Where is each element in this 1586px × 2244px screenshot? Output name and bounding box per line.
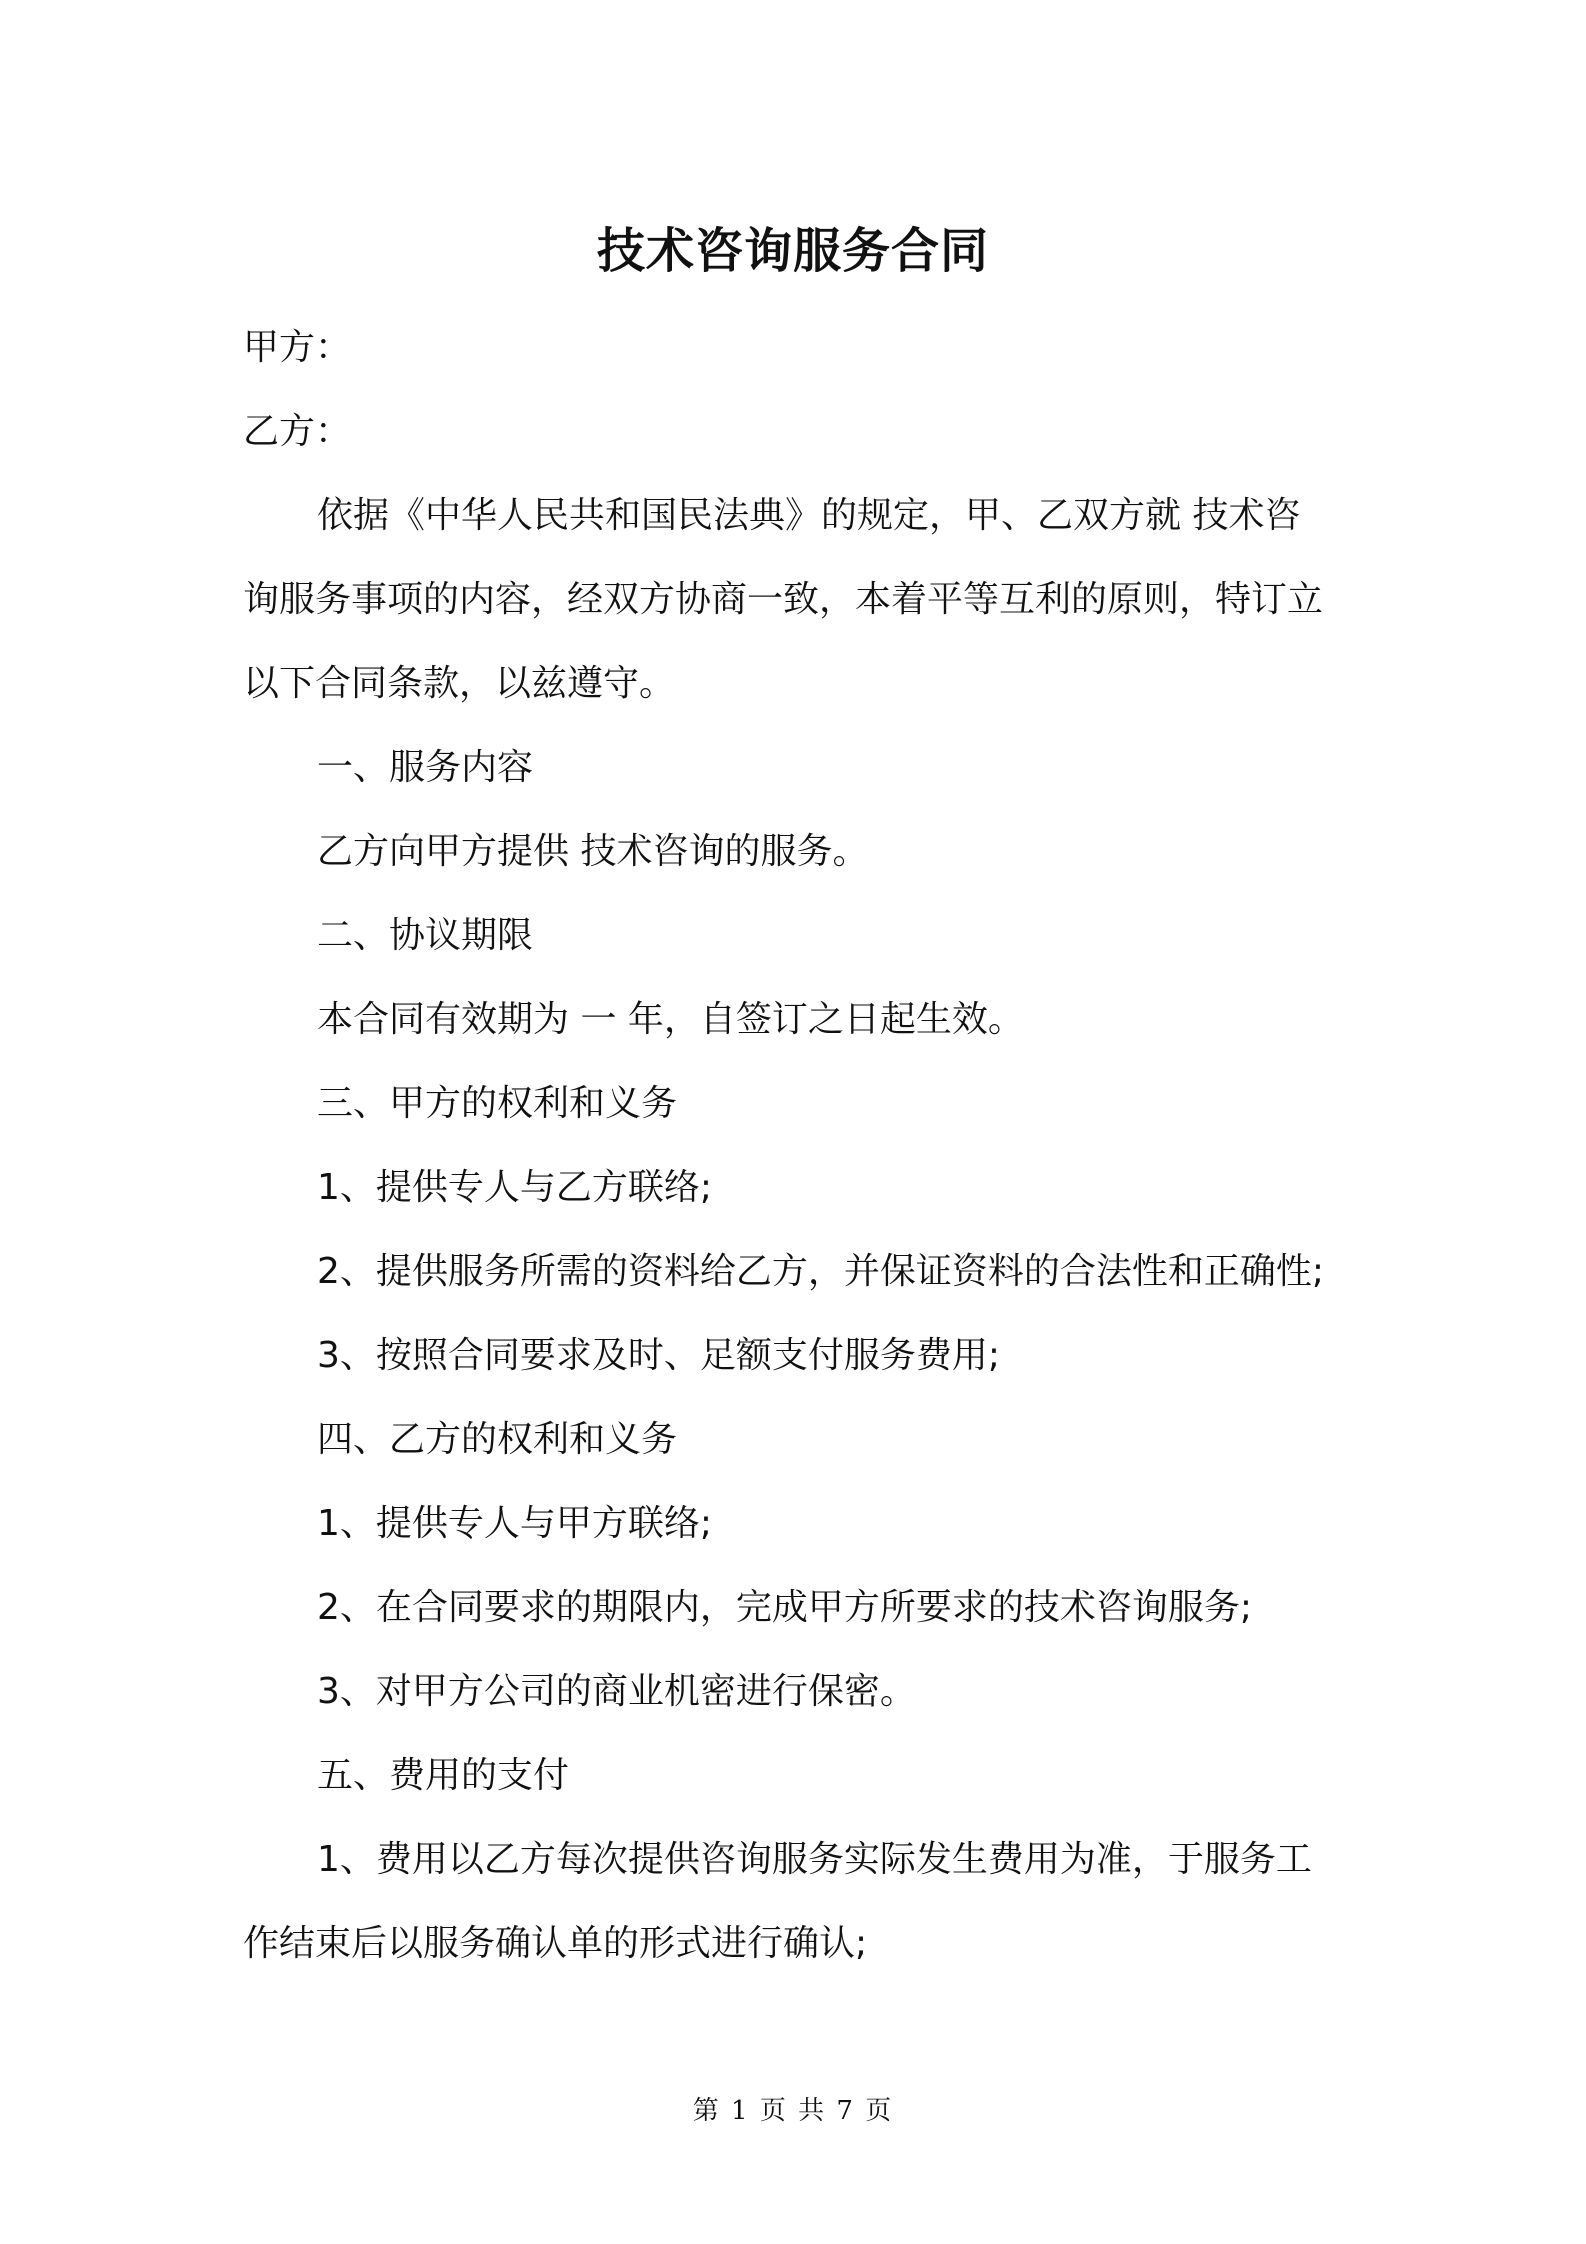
page-number-footer: 第 1 页 共 7 页 — [692, 2096, 894, 2126]
section-1-heading: 一、服务内容 — [317, 747, 534, 788]
section-5-item-line-1: 1、费用以乙方每次提供咨询服务实际发生费用为准，于服务工 — [317, 1839, 1312, 1880]
section-4-item: 2、在合同要求的期限内，完成甲方所要求的技术咨询服务; — [317, 1587, 1253, 1628]
section-3-heading: 三、甲方的权利和义务 — [317, 1083, 678, 1124]
section-1-text: 乙方向甲方提供 技术咨询的服务。 — [317, 831, 869, 872]
section-3-item: 2、提供服务所需的资料给乙方，并保证资料的合法性和正确性; — [317, 1251, 1325, 1292]
preamble-line-3: 以下合同条款，以兹遵守。 — [243, 663, 676, 704]
party-a-label: 甲方： — [243, 327, 352, 368]
preamble-line-1: 依据《中华人民共和国民法典》的规定，甲、乙双方就 技术咨 — [317, 495, 1301, 536]
section-2-text: 本合同有效期为 一 年，自签订之日起生效。 — [317, 999, 1024, 1040]
document-title: 技术咨询服务合同 — [596, 223, 989, 279]
section-3-item: 1、提供专人与乙方联络; — [317, 1167, 713, 1208]
party-b-label: 乙方： — [243, 411, 352, 452]
section-5-item-line-2: 作结束后以服务确认单的形式进行确认; — [243, 1923, 868, 1964]
section-5-heading: 五、费用的支付 — [317, 1755, 570, 1796]
section-4-item: 1、提供专人与甲方联络; — [317, 1503, 713, 1544]
section-4-heading: 四、乙方的权利和义务 — [317, 1419, 678, 1460]
section-2-heading: 二、协议期限 — [317, 915, 534, 956]
section-4-item: 3、对甲方公司的商业机密进行保密。 — [317, 1671, 916, 1712]
preamble-line-2: 询服务事项的内容，经双方协商一致，本着平等互利的原则，特订立 — [243, 579, 1324, 620]
section-3-item: 3、按照合同要求及时、足额支付服务费用; — [317, 1335, 1001, 1376]
